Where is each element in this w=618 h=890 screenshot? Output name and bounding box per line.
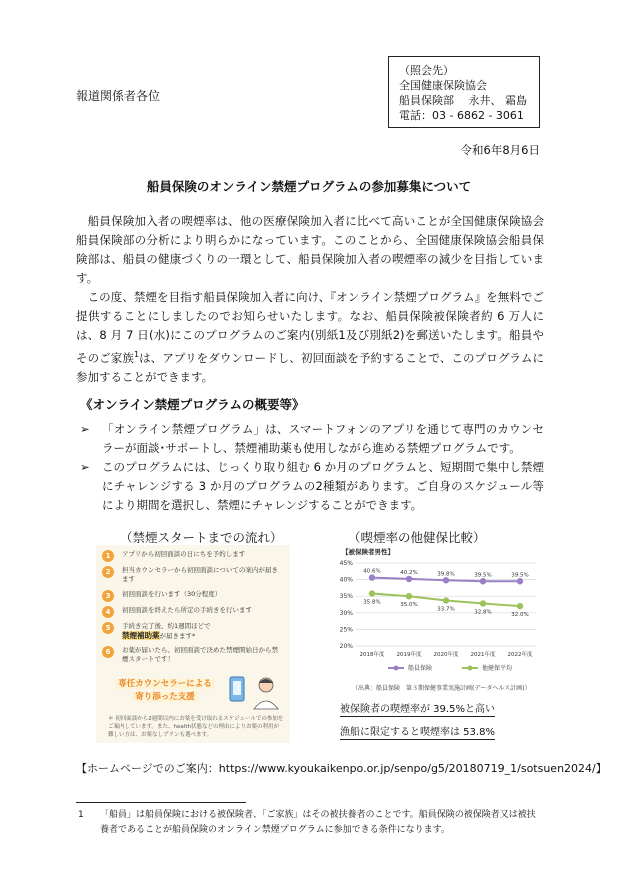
footnote-text: 「船員」は船員保険における被保険者、「ご家族」はその被扶養者のことです。船員保険の被保険者又は被扶養者であることが船員保険のオンライン禁煙プログラムに参加できる条件になります。 — [100, 810, 536, 835]
footnote-divider — [76, 802, 246, 803]
bullet-arrow-icon: ➢ — [80, 422, 90, 436]
data-point — [369, 574, 375, 580]
x-tick-label: 2021年度 — [470, 652, 496, 658]
counselor-phone-illustration — [226, 673, 284, 711]
data-point — [406, 576, 412, 582]
footnote-number: 1 — [78, 810, 84, 820]
y-tick-label: 30% — [339, 609, 353, 617]
y-tick-label: 45% — [339, 560, 353, 567]
data-point — [369, 590, 375, 596]
step-text: 担当カウンセラーから初回面談についての案内が届きます — [122, 566, 278, 583]
legend-marker — [394, 666, 399, 671]
step-text: 初回面談を終えたら所定の手続きを行います — [122, 606, 252, 614]
chart-source: （出典：船員保険 第３期保健事業実施計画(データヘルス計画)） — [352, 685, 531, 692]
legend-label: 船員保険 — [408, 665, 433, 672]
footnote-ref: 1 — [133, 350, 140, 359]
y-tick-label: 25% — [339, 626, 353, 634]
x-tick-label: 2019年度 — [396, 652, 422, 658]
contact-dept: 船員保険部 永井、 霜島 — [399, 94, 527, 107]
data-label: 39.5% — [474, 572, 492, 579]
contact-tel: 電話：03 - 6862 - 3061 — [399, 109, 524, 122]
contact-box — [388, 56, 540, 128]
bullet-arrow-icon: ➢ — [80, 460, 90, 474]
data-point — [406, 593, 412, 599]
data-label: 32.8% — [474, 609, 492, 616]
paragraph-2 — [76, 288, 544, 387]
bullet-item — [80, 420, 544, 458]
footnote — [76, 808, 544, 840]
step-text-group — [122, 622, 284, 641]
data-point — [443, 597, 449, 603]
data-point — [443, 577, 449, 583]
bullet-text: このプログラムには、じっくり取り組む 6 か月のプログラムと、短期間で集中し禁煙にチャレンジする 3 か月のプログラムの2種類があります。ご自身のスケジュール等により期間を選択し、禁煙にチャレンジすることができます。 — [102, 460, 544, 512]
paragraph-2-text-a: この度、禁煙を目指す船員保険加入者に向け、『オンライン禁煙プログラム』を無料でご提供することにしましたのでお知らせいたします。なお、船員保険被保険者約 6 万人には、8 月 7 日(水)にこのプログラムのご案内(別紙1及び別紙2)を郵送いたします。船員やそのご家族 — [76, 290, 544, 365]
data-label: 35.8% — [363, 599, 381, 606]
step-number: 4 — [102, 606, 114, 618]
flow-note: ＊ 初回面談から2週間以内にお薬を受け取れるスケジュールでの参加をご案内しています。また、health状態などの理由によりお薬の利用が難しい方は、お薬なしプランも選べます。 — [108, 716, 284, 738]
counselor-banner — [106, 678, 224, 704]
data-point — [517, 578, 523, 584]
smoking-rate-chart — [326, 543, 550, 683]
paragraph-2-text-b: は、アプリをダウンロードし、初回面談を予約することで、このプログラムに参加することができます。 — [76, 350, 544, 384]
data-label: 33.7% — [437, 606, 455, 613]
data-label: 40.6% — [363, 568, 381, 575]
data-point — [480, 600, 486, 606]
chart-title: （喫煙率の他健保比較） — [348, 530, 486, 545]
data-point — [480, 578, 486, 584]
step-number: 5 — [102, 622, 114, 634]
legend-label: 他健保平均 — [482, 665, 513, 672]
data-label: 39.8% — [437, 571, 455, 578]
step-text: アプリから初回面談の日にちを予約します — [122, 550, 246, 558]
step-number: 2 — [102, 566, 114, 578]
banner-line-1: 専任カウンセラーによる — [115, 679, 215, 689]
x-tick-label: 2018年度 — [359, 652, 385, 658]
banner-line-2: 寄り添った支援 — [132, 692, 198, 702]
y-tick-label: 35% — [339, 593, 353, 601]
data-label: 39.5% — [511, 572, 529, 579]
recipient: 報道関係者各位 — [76, 89, 161, 103]
bullet-text: 「オンライン禁煙プログラム」は、スマートフォンのアプリを通じて専門のカウンセラーが面談･サポートし、禁煙補助薬も使用しながら進める禁煙プログラムです。 — [102, 422, 544, 455]
stat-line-2 — [340, 723, 495, 738]
overview-heading: 《オンライン禁煙プログラムの概要等》 — [80, 397, 305, 412]
step-highlight: 禁煙補助薬 — [122, 631, 160, 640]
stat-line-1-text: 被保険者の喫煙率が 39.5%と高い — [340, 704, 495, 715]
stat-line-1 — [340, 700, 495, 715]
data-label: 32.0% — [511, 612, 529, 619]
flow-title: （禁煙スタートまでの流れ） — [120, 530, 283, 545]
chart-subtitle: 【被保険者男性】 — [342, 548, 394, 556]
homepage-link[interactable]: 【ホームページでのご案内：https://www.kyoukaikenpo.or.jp/senpo/g5/20180719_1/sotsuen2024/】 — [76, 762, 607, 775]
paragraph-1: 船員保険加入者の喫煙率は、他の医療保険加入者に比べて高いことが全国健康保険協会船員保険部の分析により明らかになっています。このことから、全国健康保険協会船員保険部は、船員の健康づくりの一環として、船員保険加入者の喫煙率の減少を目指しています。 — [76, 214, 544, 285]
step-text: 初回面談を行います（30分程度） — [122, 590, 222, 598]
legend-marker — [468, 666, 473, 671]
step-text-after: が届きます* — [159, 632, 196, 640]
contact-org: 全国健康保険協会 — [399, 79, 487, 92]
x-tick-label: 2020年度 — [433, 652, 459, 658]
step-text: 手続き完了後、約1週間ほどで — [122, 622, 211, 630]
issue-date: 令和6年8月6日 — [460, 143, 540, 157]
step-number: 1 — [102, 550, 114, 562]
y-tick-label: 20% — [339, 643, 353, 650]
step-text: お薬が届いたら、初回面談で決めた禁煙開始日から禁煙スタートです！ — [122, 646, 278, 663]
step-number: 6 — [102, 646, 114, 658]
data-label: 40.2% — [400, 569, 418, 576]
data-point — [517, 603, 523, 609]
data-label: 35.0% — [400, 602, 418, 609]
step-number: 3 — [102, 590, 114, 602]
bullet-item — [80, 458, 544, 516]
x-tick-label: 2022年度 — [507, 652, 533, 658]
contact-label: （照会先） — [399, 64, 454, 77]
flow-panel — [96, 545, 290, 743]
document-title: 船員保険のオンライン禁煙プログラムの参加募集について — [146, 179, 472, 194]
stat-line-2-text: 漁船に限定すると喫煙率は 53.8% — [340, 727, 495, 738]
y-tick-label: 40% — [339, 576, 353, 584]
